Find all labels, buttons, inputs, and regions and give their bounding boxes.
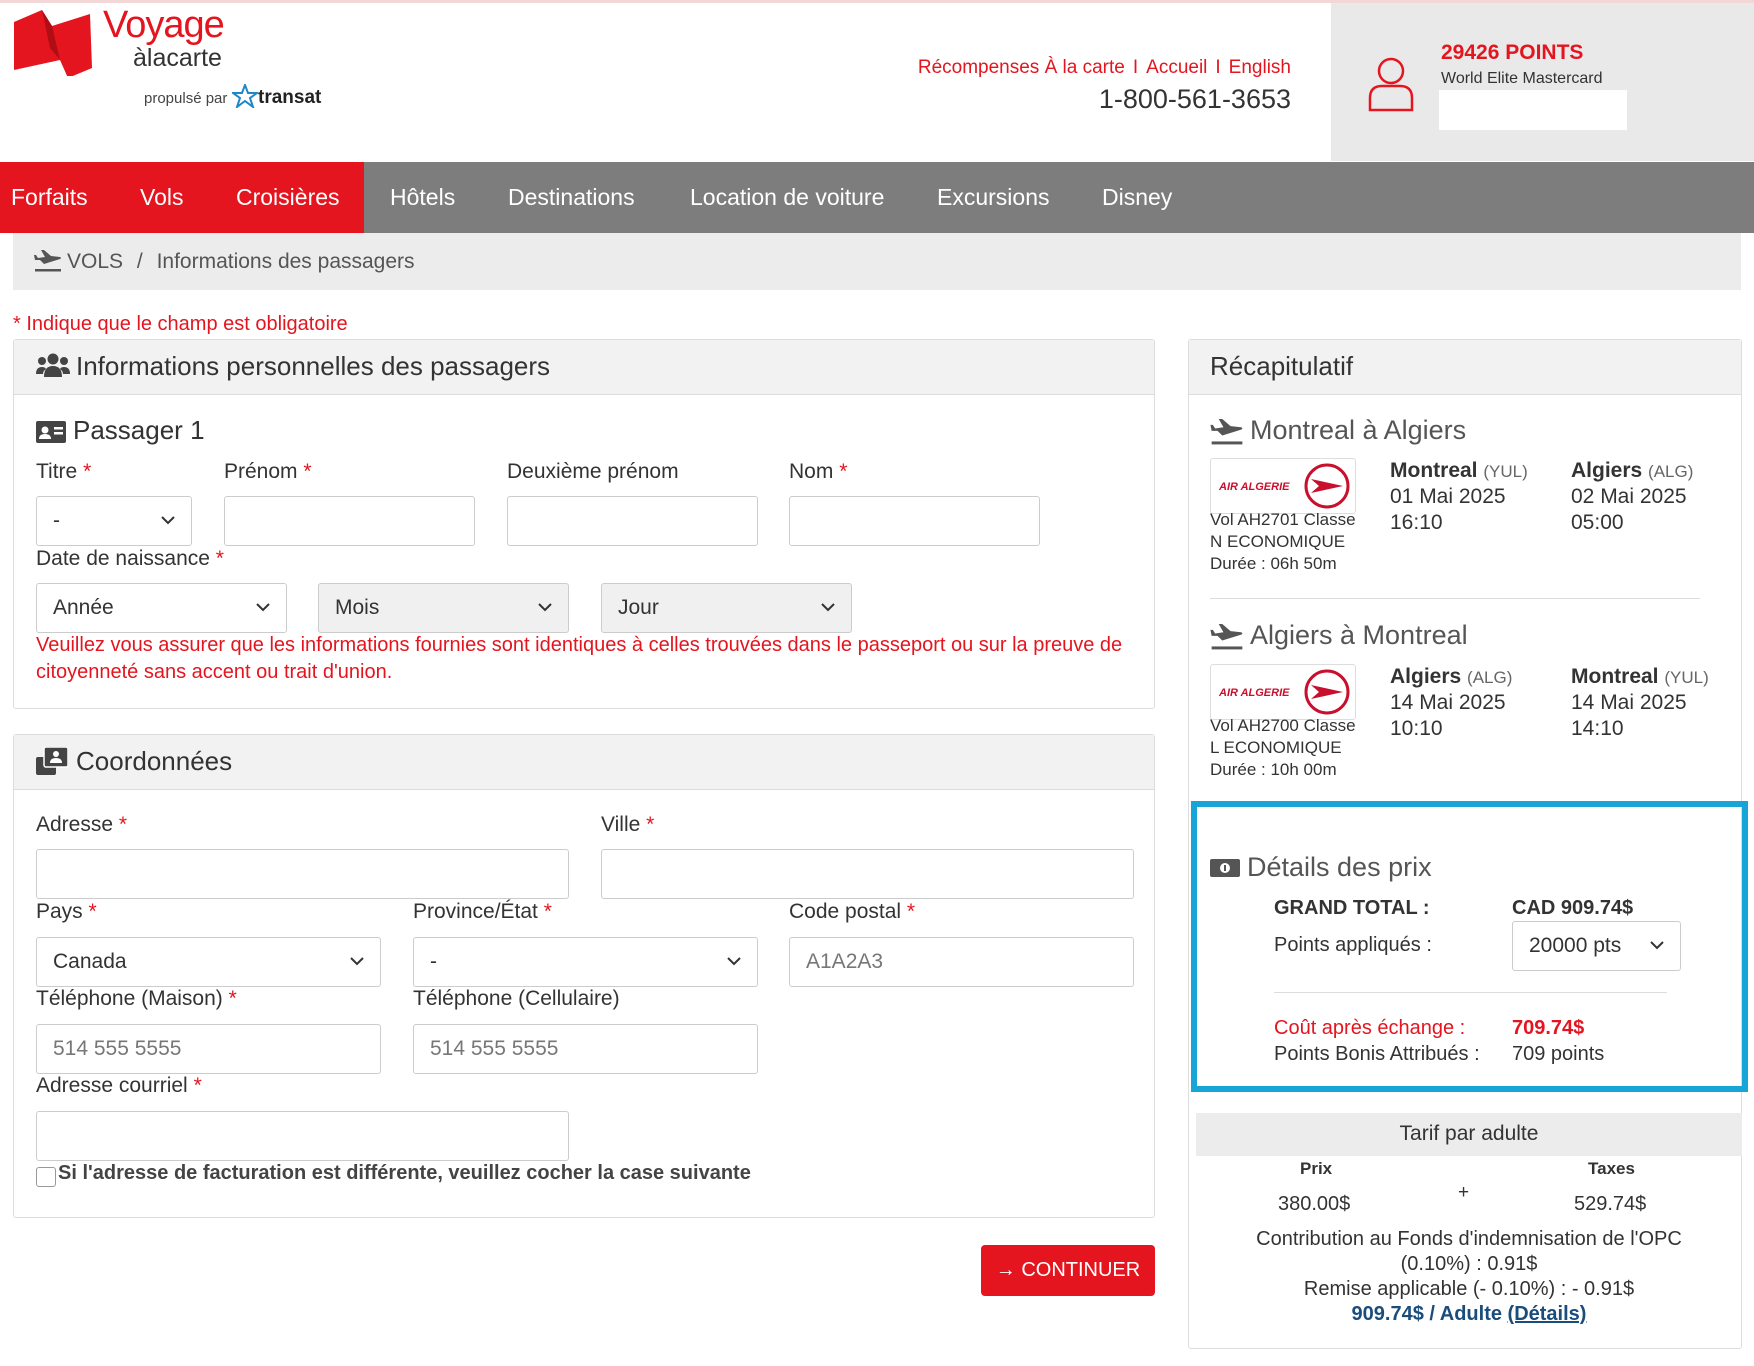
link-english[interactable]: English [1228, 57, 1291, 78]
ville-input[interactable] [601, 849, 1134, 899]
chevron-down-icon [256, 602, 270, 612]
bonus-points-label: Points Bonis Attribués : [1274, 1043, 1480, 1065]
breadcrumb-vols[interactable]: VOLS [67, 250, 124, 273]
link-accueil[interactable]: Accueil [1146, 57, 1208, 78]
nav-item-location-voiture[interactable]: Location de voiture [690, 184, 885, 210]
courriel-label [36, 1074, 202, 1098]
annee-select-value: Année [53, 596, 114, 619]
titre-select[interactable] [36, 496, 192, 546]
tel-maison-label [36, 987, 237, 1011]
cost-after-exchange-label: Coût après échange : [1274, 1017, 1466, 1039]
flight-1-destination-city: Algiers [1571, 459, 1643, 482]
required-mark: * [303, 460, 312, 483]
flight-1-origin-code: (YUL) [1483, 462, 1528, 481]
required-mark: * [906, 900, 916, 923]
tel-maison-input[interactable]: 514 555 5555 [36, 1024, 381, 1074]
nav-item-hotels[interactable]: Hôtels [390, 184, 456, 210]
air-algerie-emblem [1303, 463, 1351, 509]
flight-1-destination-code: (ALG) [1648, 462, 1694, 481]
nom-label [789, 460, 847, 484]
flight-2-origin [1390, 665, 1512, 689]
plane-departure-icon [1210, 419, 1244, 445]
required-mark: * [83, 460, 92, 483]
grand-total-label: GRAND TOTAL : [1274, 897, 1430, 919]
air-algerie-emblem [1303, 669, 1351, 715]
points-applied-select[interactable] [1512, 921, 1681, 971]
nom-input[interactable] [789, 496, 1040, 546]
plus-sign: + [1458, 1182, 1470, 1203]
flight-2-arrive-time: 14:10 [1571, 717, 1624, 740]
adresse-label [36, 813, 127, 837]
adresse-input[interactable] [36, 849, 569, 899]
flight-1-origin [1390, 459, 1528, 483]
summary-title: Récapitulatif [1210, 351, 1354, 381]
logo-alacarte-text: àlacarte [133, 44, 222, 72]
voyage-alacarte-flag-logo[interactable] [12, 8, 92, 76]
card-name: World Elite Mastercard [1441, 70, 1603, 87]
province-select-value: - [430, 950, 437, 973]
flight-2-duration: Durée : 10h 00m [1210, 760, 1337, 779]
air-algerie-logo-text: AIR ALGERIE [1219, 481, 1290, 493]
postal-label [789, 900, 915, 924]
flight-2-vol: Vol AH2700 Classe [1210, 716, 1356, 735]
tel-maison-label-text: Téléphone (Maison) [36, 987, 223, 1010]
points-applied-value: 20000 pts [1529, 934, 1622, 957]
flight-2-depart-date: 14 Mai 2025 [1390, 691, 1506, 714]
flight-1-arrive-date: 02 Mai 2025 [1571, 485, 1687, 508]
powered-by-text: propulsé par [144, 90, 228, 107]
flight-1-depart-time: 16:10 [1390, 511, 1443, 534]
tel-cell-input[interactable]: 514 555 5555 [413, 1024, 758, 1074]
prix-label: Prix [1300, 1159, 1333, 1178]
required-mark: * [215, 547, 224, 570]
pays-label [36, 900, 97, 924]
prenom-label [224, 460, 312, 484]
required-mark: * [646, 813, 655, 836]
tel-cell-label: Téléphone (Cellulaire) [413, 987, 620, 1010]
logo-voyage-text: Voyage [103, 4, 224, 46]
grand-total-value: CAD 909.74$ [1512, 897, 1634, 919]
passenger-1-title: Passager 1 [73, 415, 205, 445]
arrow-right-icon: → [995, 1259, 1016, 1281]
flight-2-depart-time: 10:10 [1390, 717, 1443, 740]
province-label-text: Province/État [413, 900, 538, 923]
taxes-value: 529.74$ [1574, 1193, 1647, 1215]
pays-select[interactable] [36, 937, 381, 987]
flight-2-origin-city: Algiers [1390, 665, 1462, 688]
pays-label-text: Pays [36, 900, 83, 923]
users-icon [36, 352, 70, 378]
passenger-panel-title: Informations personnelles des passagers [76, 351, 551, 381]
address-book-icon [36, 747, 68, 775]
cost-after-exchange-value: 709.74$ [1512, 1017, 1585, 1039]
naissance-label [36, 547, 224, 571]
air-algerie-logo-text: AIR ALGERIE [1219, 687, 1290, 699]
titre-label-text: Titre [36, 460, 78, 483]
flight-1-depart-date: 01 Mai 2025 [1390, 485, 1506, 508]
flight-1-origin-city: Montreal [1390, 459, 1478, 482]
jour-select-value: Jour [618, 596, 659, 619]
annee-select[interactable] [36, 583, 287, 633]
province-label [413, 900, 552, 924]
flight-2-destination [1571, 665, 1709, 689]
air-algerie-logo [1210, 664, 1356, 720]
bonus-points-value: 709 points [1512, 1043, 1605, 1065]
transat-logo-text: transat [258, 87, 322, 108]
flight-2-destination-code: (YUL) [1664, 668, 1709, 687]
breadcrumb-current: Informations des passagers [156, 250, 415, 273]
points-applied-label: Points appliqués : [1274, 934, 1432, 956]
flight-2-destination-city: Montreal [1571, 665, 1659, 688]
contact-panel-title: Coordonnées [76, 746, 233, 776]
titre-label [36, 460, 91, 484]
province-select[interactable] [413, 937, 758, 987]
nom-label-text: Nom [789, 460, 834, 483]
chevron-down-icon [1650, 940, 1664, 950]
air-algerie-logo [1210, 458, 1356, 514]
remise-applicable: Remise applicable (- 0.10%) : - 0.91$ [1303, 1278, 1635, 1300]
flight-divider [1210, 598, 1700, 599]
chevron-down-icon [350, 956, 364, 966]
nav-item-croisieres[interactable]: Croisières [236, 184, 340, 210]
link-recompenses[interactable]: Récompenses À la carte [917, 57, 1125, 78]
deuxieme-prenom-input[interactable] [507, 496, 758, 546]
continue-label: CONTINUER [1021, 1259, 1141, 1281]
required-mark: * [193, 1074, 202, 1097]
flight-2-class: L ECONOMIQUE [1210, 738, 1342, 757]
titre-select-value: - [53, 509, 60, 532]
money-bill-icon [1210, 857, 1240, 879]
required-mark: * [228, 987, 237, 1010]
chevron-down-icon [538, 602, 552, 612]
continue-button[interactable] [981, 1245, 1155, 1296]
per-adult-price: 909.74$ / Adulte [1351, 1303, 1502, 1325]
flight-2-route: Algiers à Montreal [1250, 620, 1468, 650]
billing-checkbox[interactable] [36, 1167, 56, 1187]
postal-label-text: Code postal [789, 900, 902, 923]
price-details-title: Détails des prix [1247, 852, 1432, 882]
required-mark: * [88, 900, 97, 923]
chevron-down-icon [161, 515, 175, 525]
link-separator: I [1215, 57, 1221, 78]
nav-item-vols[interactable]: Vols [140, 184, 184, 210]
nav-item-disney[interactable]: Disney [1102, 184, 1173, 210]
mois-select[interactable] [318, 583, 569, 633]
tarif-title: Tarif par adulte [1399, 1122, 1539, 1145]
price-divider [1274, 992, 1667, 993]
passport-warning: Veuillez vous assurer que les informations fournies sont identiques à celles trouvées dans le passeport ou sur la preuve de citoyenneté sans accent ou trait d'union. [36, 634, 1123, 683]
deuxieme-prenom-label: Deuxième prénom [507, 460, 679, 483]
prenom-label-text: Prénom [224, 460, 298, 483]
ville-label [601, 813, 654, 837]
id-card-icon [36, 421, 66, 443]
required-mark: * [839, 460, 848, 483]
prix-value: 380.00$ [1278, 1193, 1351, 1215]
chevron-down-icon [727, 956, 741, 966]
details-link[interactable]: (Détails) [1507, 1303, 1587, 1325]
courriel-input[interactable] [36, 1111, 569, 1161]
chevron-down-icon [821, 602, 835, 612]
opc-contribution: Contribution au Fonds d'indemnisation de l'OPC [1256, 1228, 1682, 1250]
required-field-note: * Indique que le champ est obligatoire [13, 313, 348, 335]
breadcrumb-divider: / [136, 250, 143, 273]
pays-select-value: Canada [53, 950, 127, 973]
mois-select-value: Mois [335, 596, 380, 619]
taxes-label: Taxes [1588, 1159, 1635, 1178]
required-mark: * [118, 813, 128, 836]
flight-2-arrive-date: 14 Mai 2025 [1571, 691, 1687, 714]
transat-star-icon [232, 84, 258, 108]
user-icon[interactable] [1368, 56, 1414, 112]
points-balance: 29426 POINTS [1441, 41, 1584, 64]
flight-1-vol: Vol AH2701 Classe [1210, 510, 1356, 529]
flight-1-duration: Durée : 06h 50m [1210, 554, 1337, 573]
header-links [918, 57, 1291, 79]
flight-1-destination [1571, 459, 1693, 483]
nav-item-destinations[interactable]: Destinations [508, 184, 635, 210]
plane-departure-icon [1210, 624, 1244, 650]
required-mark: * [543, 900, 552, 923]
flight-1-arrive-time: 05:00 [1571, 511, 1624, 534]
link-separator: I [1132, 57, 1139, 78]
per-adult-line [1196, 1303, 1742, 1326]
prenom-input[interactable] [224, 496, 475, 546]
billing-checkbox-label[interactable]: Si l'adresse de facturation est différente, veuillez cocher la case suivante [58, 1162, 751, 1184]
phone-number[interactable]: 1-800-561-3653 [1098, 84, 1291, 114]
jour-select[interactable] [601, 583, 852, 633]
nav-item-forfaits[interactable]: Forfaits [11, 184, 88, 210]
adresse-label-text: Adresse [36, 813, 114, 836]
breadcrumb-trail [67, 250, 415, 274]
ville-label-text: Ville [601, 813, 641, 836]
flight-1-class: N ECONOMIQUE [1210, 532, 1346, 551]
courriel-label-text: Adresse courriel [36, 1074, 188, 1097]
nav-item-excursions[interactable]: Excursions [937, 184, 1050, 210]
account-blank-field [1439, 90, 1627, 130]
naissance-label-text: Date de naissance [36, 547, 210, 570]
flight-2-origin-code: (ALG) [1467, 668, 1513, 687]
postal-input[interactable]: A1A2A3 [789, 937, 1134, 987]
flight-1-route: Montreal à Algiers [1250, 415, 1467, 445]
plane-icon [34, 250, 62, 272]
opc-contribution-amount: (0.10%) : 0.91$ [1400, 1253, 1538, 1275]
